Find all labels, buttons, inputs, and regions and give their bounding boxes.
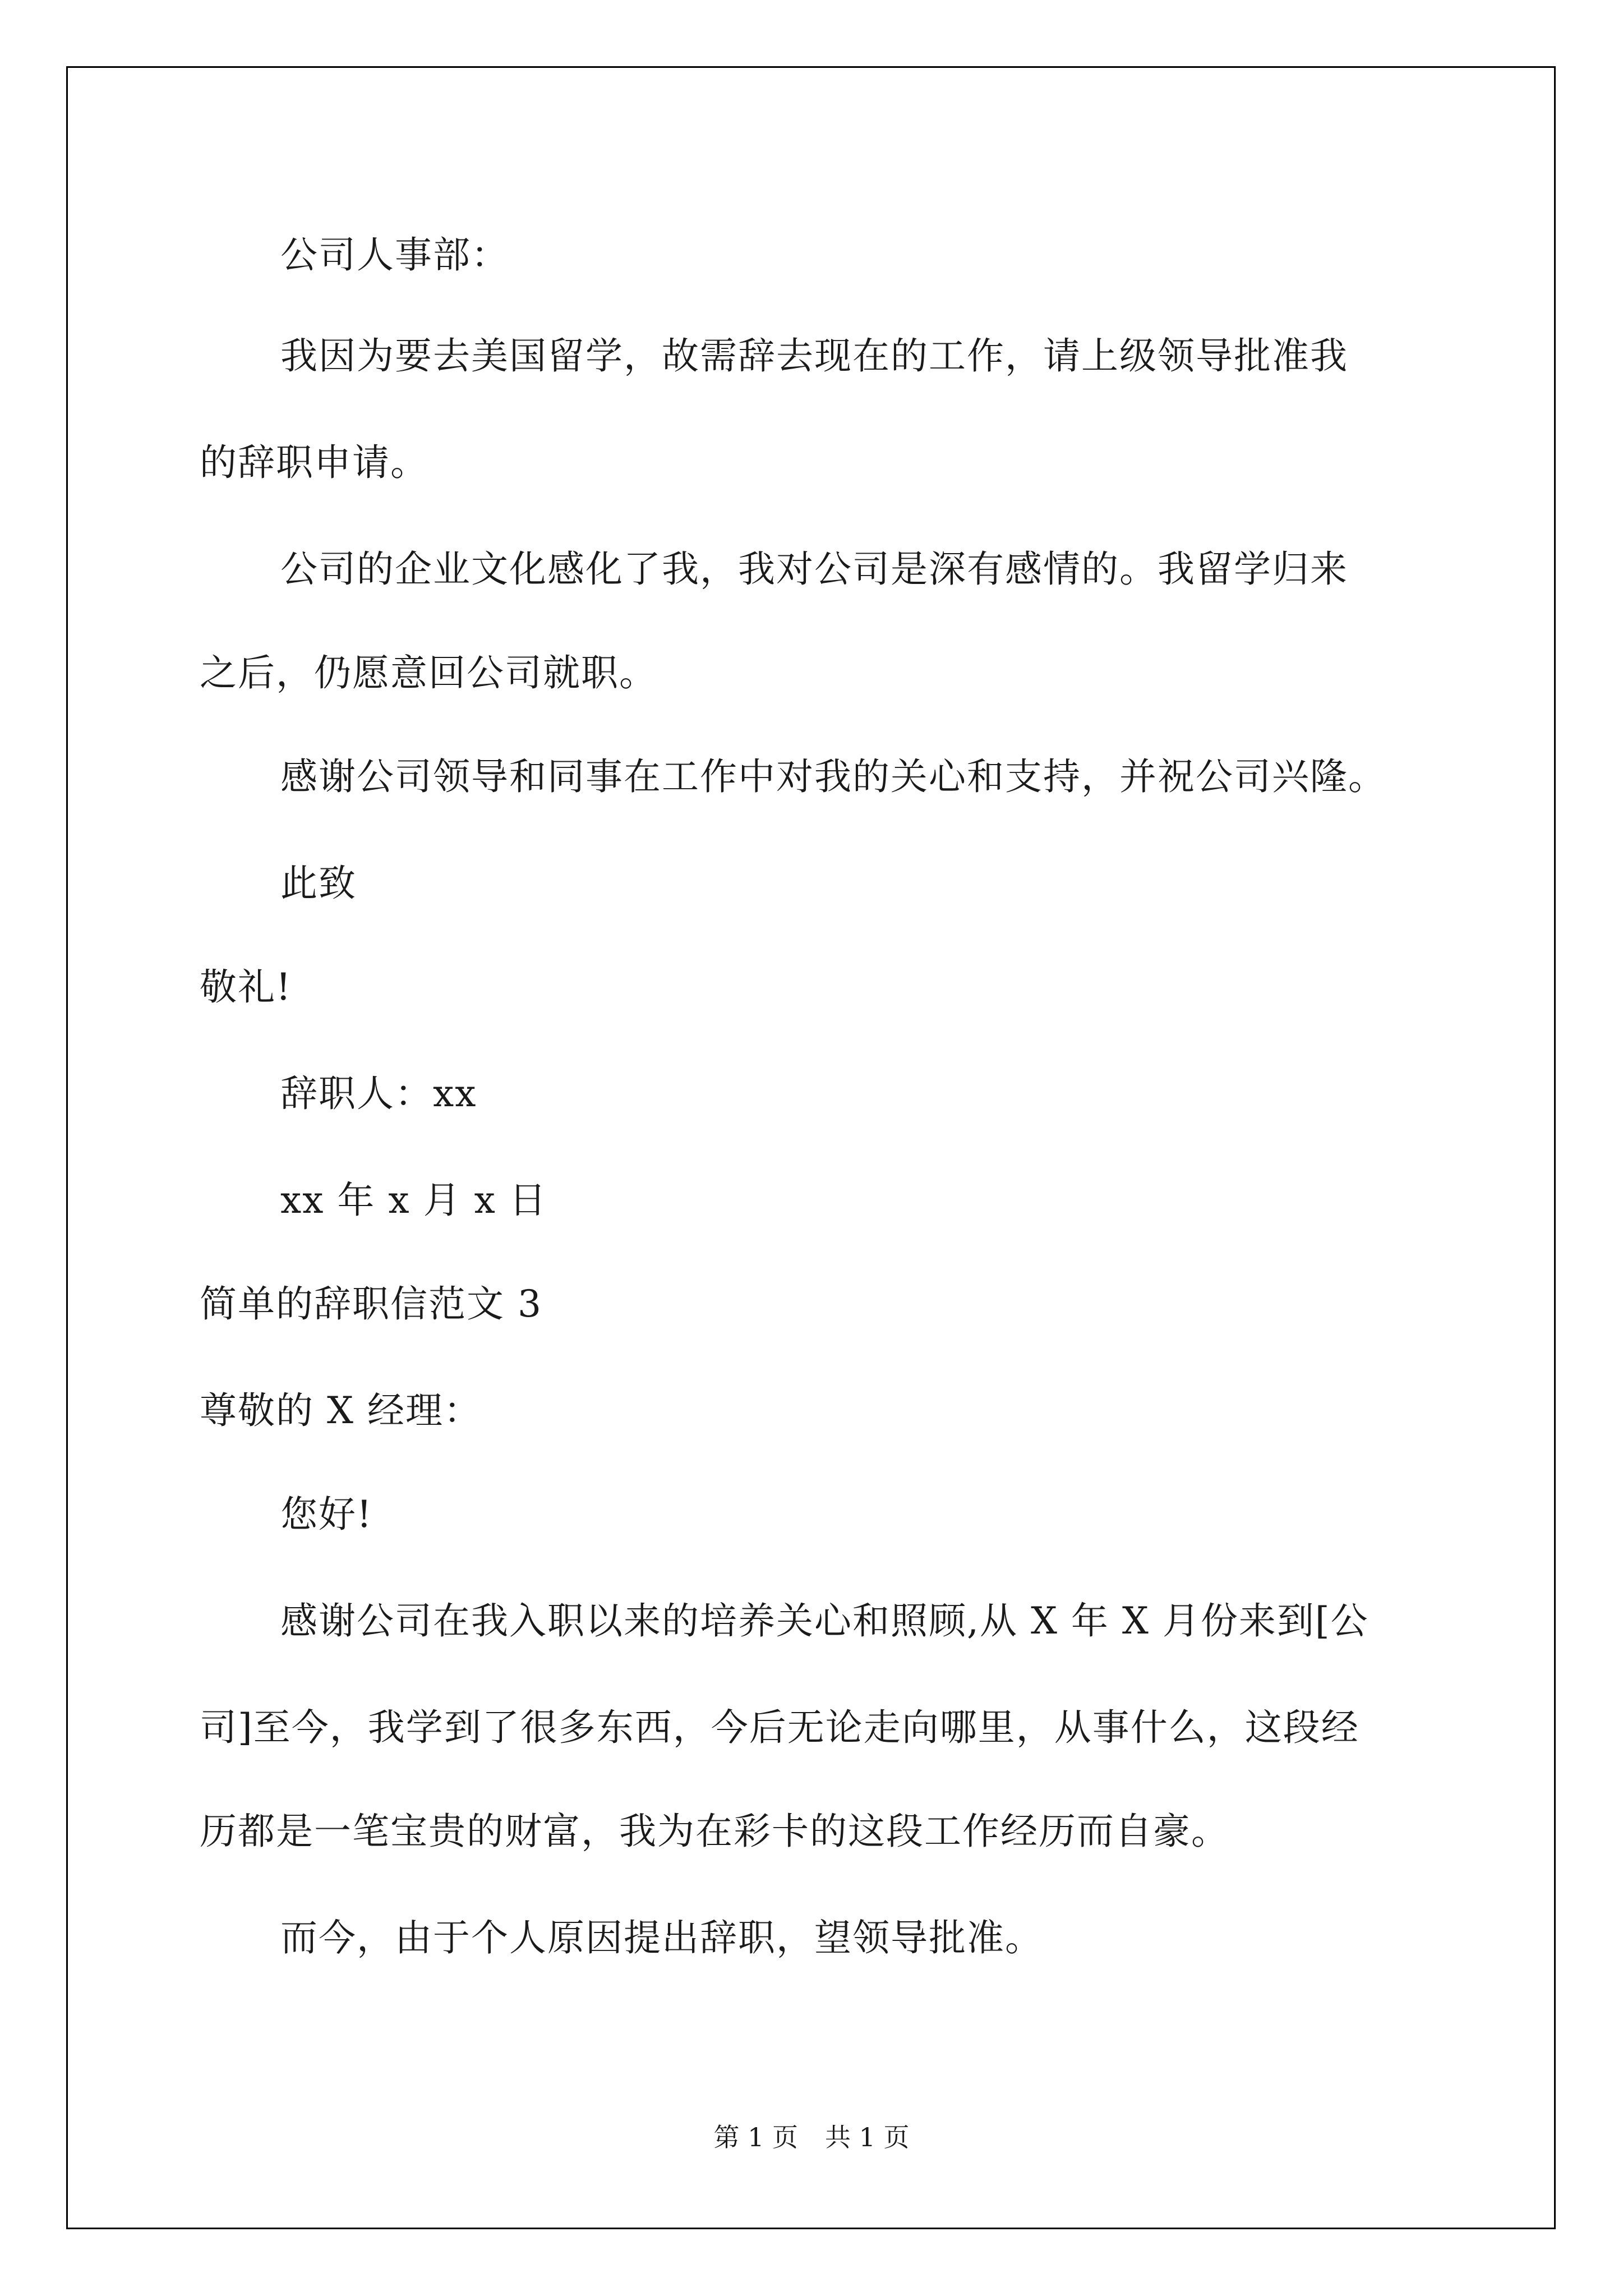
text-line: 的辞职申请。 (200, 441, 428, 484)
page-footer (0, 2120, 1623, 2154)
section-heading: 简单的辞职信范文 3 (200, 1282, 542, 1326)
text-line-closing: 此致 (280, 862, 357, 905)
text-line-salutation: 尊敬的 X 经理： (200, 1389, 482, 1432)
page-border (66, 66, 1556, 2229)
text-line: 公司的企业文化感化了我，我对公司是深有感情的。我留学归来 (280, 547, 1348, 591)
text-line: 而今，由于个人原因提出辞职，望领导批准。 (280, 1916, 1043, 1959)
text-line: 感谢公司在我入职以来的培养关心和照顾,从 X 年 X 月份来到[公 (280, 1599, 1369, 1642)
text-line: 之后，仍愿意回公司就职。 (200, 651, 657, 694)
text-line: 历都是一笔宝贵的财富，我为在彩卡的这段工作经历而自豪。 (200, 1810, 1229, 1853)
page-total: 共 1 页 (825, 2122, 910, 2152)
text-line-signature: 辞职人：xx (280, 1072, 477, 1115)
text-line-greeting: 您好! (280, 1493, 373, 1536)
text-line: 我因为要去美国留学，故需辞去现在的工作，请上级领导批准我 (280, 334, 1348, 378)
text-line-date: xx 年 x 月 x 日 (280, 1179, 547, 1222)
text-line: 司]至今，我学到了很多东西，今后无论走向哪里，从事什么，这段经 (200, 1706, 1359, 1749)
page-number: 第 1 页 (713, 2122, 798, 2152)
text-line: 感谢公司领导和同事在工作中对我的关心和支持，并祝公司兴隆。 (280, 755, 1386, 798)
text-line-closing: 敬礼! (200, 965, 292, 1009)
text-line-salutation: 公司人事部： (280, 233, 509, 277)
